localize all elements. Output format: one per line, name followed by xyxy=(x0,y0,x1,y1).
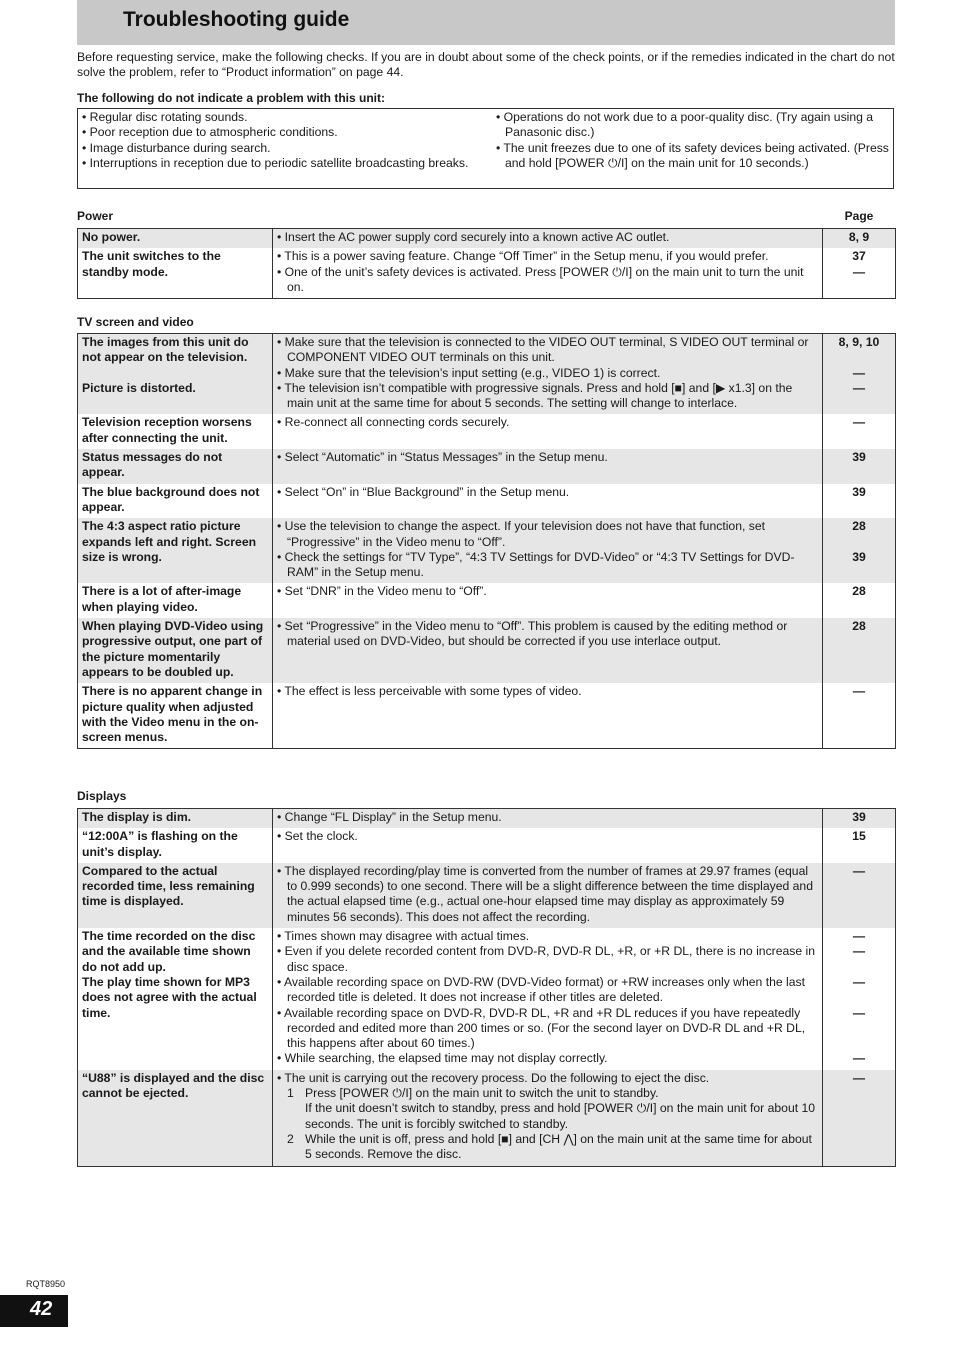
page-ref-cell xyxy=(823,414,896,449)
remedy-item: • The effect is less perceivable with some types of video. xyxy=(277,684,582,699)
page-ref: — xyxy=(852,365,866,380)
no-problem-item: • Operations do not work due to a poor-quality disc. (Try again using a Panasonic disc.) xyxy=(496,110,874,140)
page-ref-cell xyxy=(823,518,896,583)
page-ref-cell xyxy=(823,928,896,1070)
page-ref: — xyxy=(852,929,866,944)
remedy-cell xyxy=(273,414,823,449)
page-ref: 28 xyxy=(852,619,866,634)
problem-text: The 4:3 aspect ratio picture expands left and right. Screen size is wrong. xyxy=(82,519,257,564)
table-row xyxy=(78,484,896,519)
page-ref-cell xyxy=(823,583,896,618)
remedy-item: • Set the clock. xyxy=(277,829,358,844)
page-ref: — xyxy=(852,415,866,430)
table-row xyxy=(78,1070,896,1166)
remedy-item: • Select “On” in “Blue Background” in the Setup menu. xyxy=(277,484,570,499)
page-ref-cell xyxy=(823,863,896,928)
title-bar xyxy=(77,0,895,45)
step-text: If the unit doesn’t switch to standby, press and hold [POWER ⏻/I] on the main unit for about 10 seconds. The unit is forcibly switched to standby. xyxy=(305,1101,816,1131)
step-number: 1 xyxy=(287,1086,294,1101)
problem-cell xyxy=(78,683,273,749)
remedy-item: • Even if you delete recorded content from DVD-R, DVD-R DL, +R, or +R DL, there is no increase in disc space. xyxy=(277,944,816,974)
page-ref: 8, 9 xyxy=(848,230,870,244)
step-number: 2 xyxy=(287,1131,294,1146)
page-column-header: Page xyxy=(844,209,874,223)
remedy-item: • Check the settings for “TV Type”, “4:3 TV Settings for DVD-Video” or “4:3 TV Settings for DVD-RAM” in the Setup menu. xyxy=(277,549,795,580)
problem-text: “12:00A” is flashing on the unit’s display. xyxy=(82,829,238,859)
problem-cell xyxy=(78,484,273,519)
remedy-cell xyxy=(273,229,823,249)
remedy-cell xyxy=(273,809,823,829)
problem-text: The display is dim. xyxy=(82,810,192,824)
remedy-cell xyxy=(273,248,823,298)
section-label-power: Power xyxy=(77,209,114,223)
page-ref: — xyxy=(852,1070,866,1085)
problem-text: When playing DVD-Video using progressive output, one part of the picture momentarily appears to be doubled up. xyxy=(82,619,264,679)
no-problem-item: • Interruptions in reception due to periodic satellite broadcasting breaks. xyxy=(82,155,469,170)
remedy-cell xyxy=(273,484,823,519)
page-ref xyxy=(827,960,891,975)
table-row xyxy=(78,449,896,484)
page-ref: — xyxy=(852,380,866,395)
model-code: RQT8950 xyxy=(26,1279,66,1289)
remedy-item: • Set “DNR” in the Video menu to “Off”. xyxy=(277,584,487,599)
remedy-item: • The displayed recording/play time is converted from the number of frames at 29.97 frames (equal to 0.999 seconds) to one second. There will be a slight difference between the time displayed and the actual elapsed time (e.g., actual one-hour elapsed time may display as approximately 59 minutes 56 seconds). This does not affect the recording. xyxy=(277,863,813,924)
page-ref: 39 xyxy=(852,484,866,499)
remedy-cell xyxy=(273,1070,823,1166)
page-ref: — xyxy=(852,863,866,878)
page-ref-cell xyxy=(823,449,896,484)
page-ref: 39 xyxy=(852,549,866,564)
page-ref: 8, 9, 10 xyxy=(838,335,880,349)
problem-text: Status messages do not appear. xyxy=(82,450,223,480)
problem-text: The play time shown for MP3 does not agree with the actual time. xyxy=(82,974,257,1020)
table-row xyxy=(78,618,896,683)
problem-text: No power. xyxy=(82,230,141,244)
problem-cell xyxy=(78,248,273,298)
problem-text: There is a lot of after-image when playing video. xyxy=(82,584,242,614)
page-ref: 39 xyxy=(852,450,866,465)
problem-cell xyxy=(78,828,273,863)
page-ref-cell xyxy=(823,1070,896,1166)
table-row xyxy=(78,683,896,749)
remedy-item: • Re-connect all connecting cords securely. xyxy=(277,415,510,430)
table-row xyxy=(78,828,896,863)
page-ref-cell xyxy=(823,229,896,249)
table-row xyxy=(78,518,896,583)
no-problem-right xyxy=(492,110,892,171)
problem-cell xyxy=(78,583,273,618)
problem-text: The blue background does not appear. xyxy=(82,484,260,514)
page-ref-cell xyxy=(823,618,896,683)
remedy-item: • Set “Progressive” in the Video menu to “Off”. This problem is caused by the editing method or material used on DVD-Video, but should be corrected if you use interlace output. xyxy=(277,619,788,649)
problem-text: Compared to the actual recorded time, less remaining time is displayed. xyxy=(82,863,255,909)
remedy-cell xyxy=(273,449,823,484)
remedy-step xyxy=(277,1086,818,1101)
remedy-cell xyxy=(273,928,823,1070)
no-problem-item: • Image disturbance during search. xyxy=(82,140,271,155)
problem-cell xyxy=(78,809,273,829)
remedy-cell xyxy=(273,618,823,683)
remedy-item: • Change “FL Display” in the Setup menu. xyxy=(277,810,502,824)
problem-text: The images from this unit do not appear on the television. xyxy=(82,335,249,365)
problem-cell xyxy=(78,334,273,415)
table-row xyxy=(78,928,896,1070)
no-problem-left xyxy=(78,110,478,171)
page-ref: 37 xyxy=(852,249,866,264)
step-text: While the unit is off, press and hold [■] and [CH ⋀] on the main unit at the same time for about 5 seconds. Remove the disc. xyxy=(305,1131,812,1162)
remedy-item: • One of the unit’s safety devices is activated. Press [POWER ⏻/I] on the main unit to turn the unit on. xyxy=(277,264,804,294)
section-label-displays: Displays xyxy=(77,789,127,803)
page-ref: 28 xyxy=(852,584,866,599)
page-title: Troubleshooting guide xyxy=(123,8,350,31)
remedy-item: • While searching, the elapsed time may not display correctly. xyxy=(277,1051,608,1066)
intro-text: Before requesting service, make the following checks. If you are in doubt about some of the check points, or if the remedies indicated in the chart do not solve the problem, refer to “Product information” on page 44. xyxy=(77,50,895,79)
page-ref-cell xyxy=(823,809,896,829)
problem-cell xyxy=(78,449,273,484)
page-ref: — xyxy=(852,1051,866,1066)
tv-table xyxy=(77,333,896,749)
page-ref-cell xyxy=(823,334,896,415)
table-row xyxy=(78,583,896,618)
page-ref xyxy=(827,350,891,365)
no-problem-item: • Regular disc rotating sounds. xyxy=(82,110,248,124)
problem-text: Television reception worsens after connecting the unit. xyxy=(82,415,252,445)
remedy-item: • Make sure that the television is connected to the VIDEO OUT terminal, S VIDEO OUT terminal or COMPONENT VIDEO OUT terminals on this unit. xyxy=(277,335,809,365)
remedy-step xyxy=(277,1101,818,1132)
remedy-item: • Available recording space on DVD-RW (DVD-Video format) or +RW increases only when the last recorded title is deleted. It does not increase if other titles are deleted. xyxy=(277,974,805,1005)
problem-cell xyxy=(78,518,273,583)
problem-cell xyxy=(78,928,273,1070)
remedy-item: • Insert the AC power supply cord securely into a known active AC outlet. xyxy=(277,230,670,244)
remedy-cell xyxy=(273,683,823,749)
problem-cell xyxy=(78,1070,273,1166)
page-ref: — xyxy=(852,974,866,989)
remedy-cell xyxy=(273,518,823,583)
no-problem-box xyxy=(77,108,894,189)
page-ref: — xyxy=(852,944,866,959)
page-ref: — xyxy=(852,1005,866,1020)
page-ref: 39 xyxy=(852,810,866,824)
page-ref: — xyxy=(852,684,866,699)
problem-cell xyxy=(78,618,273,683)
page-ref xyxy=(827,1036,891,1051)
remedy-item: • The unit is carrying out the recovery process. Do the following to eject the disc. xyxy=(277,1070,710,1085)
remedy-item: • The television isn’t compatible with progressive signals. Press and hold [■] and [▶ x1.3] on the main unit at the same time for about 5 seconds. The setting will change to interlace. xyxy=(277,380,793,411)
section-label-tv: TV screen and video xyxy=(77,315,194,329)
remedy-item: • Select “Automatic” in “Status Messages” in the Setup menu. xyxy=(277,450,608,465)
problem-text: The time recorded on the disc and the available time shown do not add up. xyxy=(82,929,256,974)
remedy-cell xyxy=(273,828,823,863)
remedy-item: • This is a power saving feature. Change “Off Timer” in the Setup menu, if you would prefer. xyxy=(277,249,769,264)
page-number: 42 xyxy=(30,1298,53,1320)
table-row xyxy=(78,334,896,415)
table-row xyxy=(78,414,896,449)
page-ref xyxy=(827,535,891,550)
no-problem-item: • Poor reception due to atmospheric conditions. xyxy=(82,125,338,140)
displays-table xyxy=(77,808,896,1167)
remedy-item: • Make sure that the television’s input setting (e.g., VIDEO 1) is correct. xyxy=(277,365,661,380)
page-ref xyxy=(827,990,891,1005)
problem-text: “U88” is displayed and the disc cannot be ejected. xyxy=(82,1070,265,1101)
no-problem-item: • The unit freezes due to one of its safety devices being activated. (Press and hold [POWER ⏻/I] on the main unit for 10 seconds.) xyxy=(496,140,889,170)
table-row xyxy=(78,248,896,298)
remedy-item: • Use the television to change the aspect. If your television does not have that function, set “Progressive” in the Video menu to “Off”. xyxy=(277,519,765,549)
problem-text: Picture is distorted. xyxy=(82,380,196,395)
problem-text: The unit switches to the standby mode. xyxy=(82,249,221,279)
remedy-item: • Times shown may disagree with actual times. xyxy=(277,929,530,944)
page-ref: 28 xyxy=(852,519,866,534)
remedy-cell xyxy=(273,334,823,415)
table-row xyxy=(78,229,896,249)
page-ref-cell xyxy=(823,484,896,519)
problem-cell xyxy=(78,229,273,249)
remedy-cell xyxy=(273,863,823,928)
problem-cell xyxy=(78,414,273,449)
page-ref-cell xyxy=(823,683,896,749)
step-text: Press [POWER ⏻/I] on the main unit to switch the unit to standby. xyxy=(305,1086,659,1101)
remedy-step xyxy=(277,1132,818,1163)
page-ref xyxy=(827,1021,891,1036)
page-number-box xyxy=(0,1295,68,1327)
page-ref-cell xyxy=(823,248,896,298)
problem-cell xyxy=(78,863,273,928)
remedy-item: • Available recording space on DVD-R, DVD-R DL, +R and +R DL reduces if you have repeatedly recorded and edited more than 200 times or so. (For the second layer on DVD-R DL and +R DL, this happens after about 60 times.) xyxy=(277,1005,806,1051)
table-row xyxy=(78,863,896,928)
remedy-cell xyxy=(273,583,823,618)
page-ref: 15 xyxy=(852,829,866,844)
problem-text: There is no apparent change in picture quality when adjusted with the Video menu in the on-screen menus. xyxy=(82,684,263,745)
page-ref: — xyxy=(852,264,866,279)
no-problem-heading: The following do not indicate a problem with this unit: xyxy=(77,91,385,105)
table-row xyxy=(78,809,896,829)
power-table xyxy=(77,228,896,299)
page-ref-cell xyxy=(823,828,896,863)
